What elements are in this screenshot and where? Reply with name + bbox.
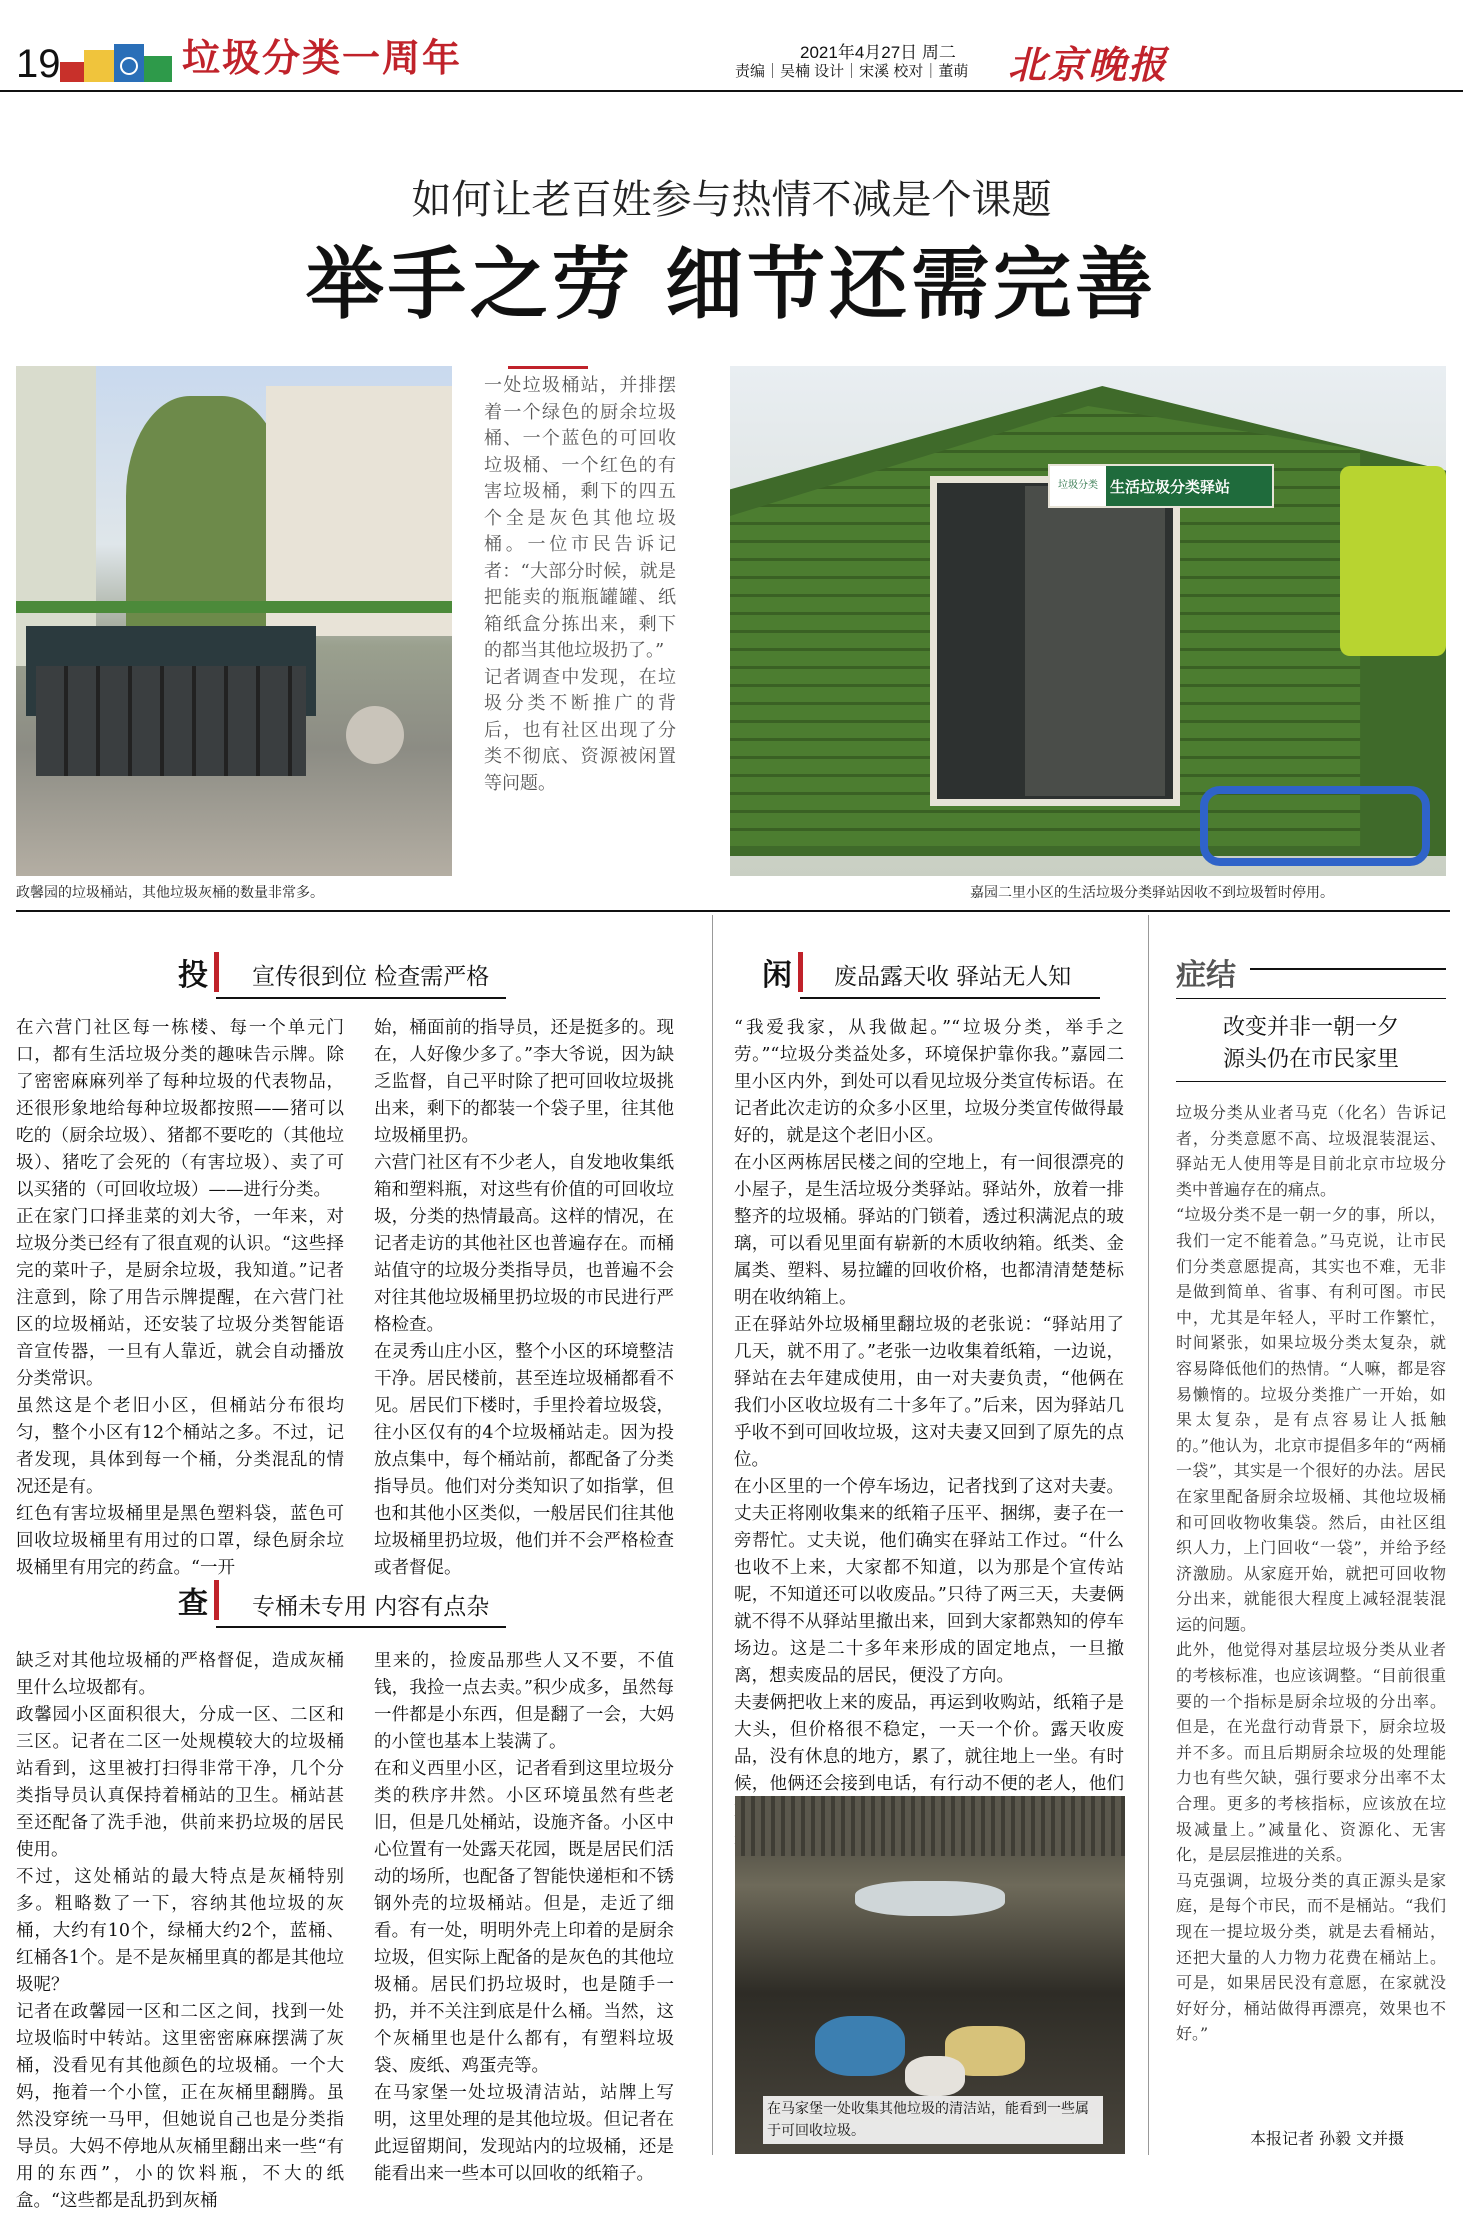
section-zheng-title1: 改变并非一朝一夕 [1222, 1015, 1399, 1040]
section-xian-col: “我爱我家，从我做起。”“垃圾分类，举手之劳。”“垃圾分类益处多，环境保护靠你我。”嘉园二里小区内外，到处可以看见垃圾分类宣传标语。在记者此次走访的众多小区里，垃圾分类宣传做得最好的，就是这个老旧小区。 在小区两栋居民楼之间的空地上，有一间很漂亮的小屋子，是生活垃圾分类驿站。驿站外，放着一排整齐的垃圾桶。驿站的门锁着，透过积满泥点的玻璃，可以看见里面有崭新的木质收纳箱。纸类、金属类、塑料、易拉罐的回收价格，也都清清楚楚标明在收纳箱上。 正在驿站外垃圾桶里翻垃圾的老张说：“驿站用了几天，就不用了。”老张一边收集着纸箱，一边说，驿站在去年建成使用，由一对夫妻负责，“他俩在我们小区收垃圾有二十多年了。”后来，因为驿站几乎收不到可回收垃圾，这对夫妻又回到了原先的点位。 在小区里的一个停车场边，记者找到了这对夫妻。丈夫正将刚收集来的纸箱子压平、捆绑，妻子在一旁帮忙。丈夫说，他们确实在驿站工作过。“什么也收不上来，大家都不知道，以为那是个宣传站呢，不知道还可以收废品。”只待了两三天，夫妻俩就不得不从驿站里撤出来，回到大家都熟知的停车场边。这是二十多年来形成的固定地点，一旦撤离，想卖废品的居民，便没了方向。 夫妻俩把收上来的废品，再运到收购站，纸箱子是大头，但价格很不稳定，一天一个价。露天收废品，没有休息的地方，累了，就往地上一坐。有时候，他俩还会接到电话，有行动不便的老人，他们 [734, 1018, 1124, 1794]
header-divider [0, 90, 1463, 92]
page-number: 19 [16, 42, 61, 86]
section-zheng-col: 垃圾分类从业者马克（化名）告诉记者，分类意愿不高、垃圾混装混运、驿站无人使用等是目前北京市垃圾分类中普遍存在的痛点。 “垃圾分类不是一朝一夕的事，所以，我们一定不能着急。”马克说，让市民们分类意愿提高，其实也不难，无非是做到简单、省事、有利可图。市民中，尤其是年轻人，平时工作繁忙，时间紧张，如果垃圾分类太复杂，就容易降低他们的热情。“人嘛，都是容易懒惰的。垃圾分类推广一开始，如果太复杂，是有点容易让人抵触的。”他认为，北京市提倡多年的“两桶一袋”，其实是一个很好的办法。居民在家里配备厨余垃圾桶、其他垃圾桶和可回收物收集袋。然后，由社区组织人力，上门回收“一袋”，并给予经济激励。从家庭开始，就把可回收物分出来，就能很大程度上减轻混装混运的问题。 此外，他觉得对基层垃圾分类从业者的考核标准，也应该调整。“目前很重要的一个指标是厨余垃圾的分出率。但是，在光盘行动背景下，厨余垃圾并不多。而且后期厨余垃圾的处理能力也有些欠缺，强行要求分出率不太合理。更多的考核指标，应该放在垃圾减量上。”减量化、资源化、无害化，是层层推进的关系。 马克强调，垃圾分类的真正源头是家庭，是每个市民，而不是桶站。“我们现在一提垃圾分类，就是去看桶站，还把大量的人力物力花费在桶站上。可是，如果居民没有意愿，在家就没好好分，桶站做得再漂亮，效果也不好。” [1176, 1103, 1446, 2044]
section-cha-bar [214, 1580, 219, 1620]
cleaning-station-photo [735, 1796, 1125, 2154]
bin-station-photo [16, 366, 452, 876]
section-zheng-line [1250, 968, 1446, 970]
section-tou-underline [216, 997, 506, 999]
section-xian-bar [798, 952, 803, 992]
byline: 本报记者 孙毅 文并摄 [1250, 2129, 1405, 2148]
bottom-photo-caption: 在马家堡一处收集其他垃圾的清洁站，能看到一些属于可回收垃圾。 [763, 2096, 1103, 2144]
newspaper-logo: 北京晚报 [1008, 42, 1169, 87]
headline-title: 举手之劳 细节还需完善 [305, 240, 1158, 330]
bins-logo [58, 42, 174, 82]
issue-date: 2021年4月27日 周二 [800, 43, 956, 62]
headline-kicker: 如何让老百姓参与热情不减是个课题 [411, 178, 1052, 222]
section-tou-bar [214, 952, 219, 992]
station-sign-text: 生活垃圾分类驿站 [1110, 478, 1231, 496]
section-cha-col2: 里来的，捡废品那些人又不要，不值钱，我捡一点去卖。”积少成多，虽然每一件都是小东西，但是翻了一会，大妈的小筐也基本上装满了。 在和义西里小区，记者看到这里垃圾分类的秩序井然。小区环境虽然有些老旧，但是几处桶站，设施齐备。小区中心位置有一处露天花园，既是居民们活动的场所，也配备了智能快递柜和不锈钢外壳的垃圾桶站。但是，走近了细看。有一处，明明外壳上印着的是厨余垃圾，但实际上配备的是灰色的其他垃圾桶。居民们扔垃圾时，也是随手一扔，并不关注到底是什么桶。当然，这个灰桶里也是什么都有，有塑料垃圾袋、废纸、鸡蛋壳等。 在马家堡一处垃圾清洁站，站牌上写明，这里处理的是其他垃圾。但记者在此逗留期间，发现站内的垃圾桶，还是能看出来一些本可以回收的纸箱子。 [374, 1651, 674, 2184]
section-zheng-marker: 症结 [1176, 958, 1236, 993]
station-logo: 垃圾分类 [1050, 466, 1106, 506]
station-signboard [1048, 464, 1274, 508]
column-separator-1 [712, 915, 713, 2155]
section-title: 垃圾分类一周年 [182, 35, 463, 80]
editor-credits: 责编｜吴楠 设计｜宋溪 校对｜董萌 [735, 63, 969, 80]
photo-divider [16, 910, 1450, 912]
section-tou-title: 宣传很到位 检查需严格 [252, 964, 490, 990]
section-cha-col1: 缺乏对其他垃圾桶的严格督促，造成灰桶里什么垃圾都有。 政馨园小区面积很大，分成一区、二区和三区。记者在二区一处规模较大的垃圾桶站看到，这里被打扫得非常干净，几个分类指导员认真保持着桶站的卫生。桶站甚至还配备了洗手池，供前来扔垃圾的居民使用。 不过，这处桶站的最大特点是灰桶特别多。粗略数了一下，容纳其他垃圾的灰桶，大约有10个，绿桶大约2个，蓝桶、红桶各1个。是不是灰桶里真的都是其他垃圾呢？ 记者在政馨园一区和二区之间，找到一处垃圾临时中转站。这里密密麻麻摆满了灰桶，没看见有其他颜色的垃圾桶。一个大妈，拖着一个小筐，正在灰桶里翻腾。虽然没穿统一马甲，但她说自己也是分类指导员。大妈不停地从灰桶里翻出来一些“有用的东西”，小的饮料瓶，不大的纸盒。“这些都是乱扔到灰桶 [16, 1651, 344, 2211]
section-cha-underline [216, 1626, 506, 1628]
section-zheng-title2: 源头仍在市民家里 [1222, 1047, 1399, 1072]
left-photo-caption: 政馨园的垃圾桶站，其他垃圾灰桶的数量非常多。 [16, 885, 324, 901]
section-tou-col1: 在六营门社区每一栋楼、每一个单元门口，都有生活垃圾分类的趣味告示牌。除了密密麻麻列举了每种垃圾的代表物品，还很形象地给每种垃圾都按照——猪可以吃的（厨余垃圾）、猪都不要吃的（其他垃圾）、猪吃了会死的（有害垃圾）、卖了可以买猪的（可回收垃圾）——进行分类。 正在家门口择韭菜的刘大爷，一年来，对垃圾分类已经有了很直观的认识。“这些择完的菜叶子，是厨余垃圾，我知道。”记者注意到，除了用告示牌提醒，在六营门社区的垃圾桶站，还安装了垃圾分类智能语音宣传器，一旦有人靠近，就会自动播放分类常识。 虽然这是个老旧小区，但桶站分布很均匀，整个小区有12个桶站之多。不过，记者发现，具体到每一个桶，分类混乱的情况还是有。 红色有害垃圾桶里是黑色塑料袋，蓝色可回收垃圾桶里有用过的口罩，绿色厨余垃圾桶里有用完的药盒。“一开 [16, 1018, 344, 1578]
section-tou-marker: 投 [178, 958, 208, 993]
right-photo-caption: 嘉园二里小区的生活垃圾分类驿站因收不到垃圾暂时停用。 [970, 885, 1334, 901]
intro-text: 一处垃圾桶站，并排摆着一个绿色的厨余垃圾桶、一个蓝色的可回收垃圾桶、一个红色的有害垃圾桶，剩下的四五个全是灰色其他垃圾桶。一位市民告诉记者：“大部分时候，就是把能卖的瓶瓶罐罐、纸箱纸盒分拣出来，剩下的都当其他垃圾扔了。” 记者调查中发现，在垃圾分类不断推广的背后，也有社区出现了分类不彻底、资源被闲置等问题。 [484, 375, 676, 794]
section-cha-marker: 查 [178, 1586, 208, 1621]
section-xian-title: 废品露天收 驿站无人知 [834, 964, 1072, 990]
section-xian-underline [800, 997, 1100, 999]
section-xian-marker: 闲 [762, 958, 792, 993]
column-separator-2 [1148, 915, 1149, 2155]
section-cha-title: 专桶未专用 内容有点杂 [252, 1594, 490, 1620]
recycling-station-photo [730, 366, 1446, 876]
section-tou-col2: 始，桶面前的指导员，还是挺多的。现在，人好像少多了。”李大爷说，因为缺乏监督，自己平时除了把可回收垃圾挑出来，剩下的都装一个袋子里，往其他垃圾桶里扔。 六营门社区有不少老人，自发地收集纸箱和塑料瓶，对这些有价值的可回收垃圾，分类的热情最高。这样的情况，在记者走访的其他社区也普遍存在。而桶站值守的垃圾分类指导员，也普遍不会对往其他垃圾桶里扔垃圾的市民进行严格检查。 在灵秀山庄小区，整个小区的环境整洁干净。居民楼前，甚至连垃圾桶都看不见。居民们下楼时，手里拎着垃圾袋，往小区仅有的4个垃圾桶站走。因为投放点集中，每个桶站前，都配备了分类指导员。他们对分类知识了如指掌，但也和其他小区类似，一般居民们往其他垃圾桶里扔垃圾，他们并不会严格检查或者督促。 [374, 1018, 674, 1578]
intro-rule [508, 366, 588, 369]
